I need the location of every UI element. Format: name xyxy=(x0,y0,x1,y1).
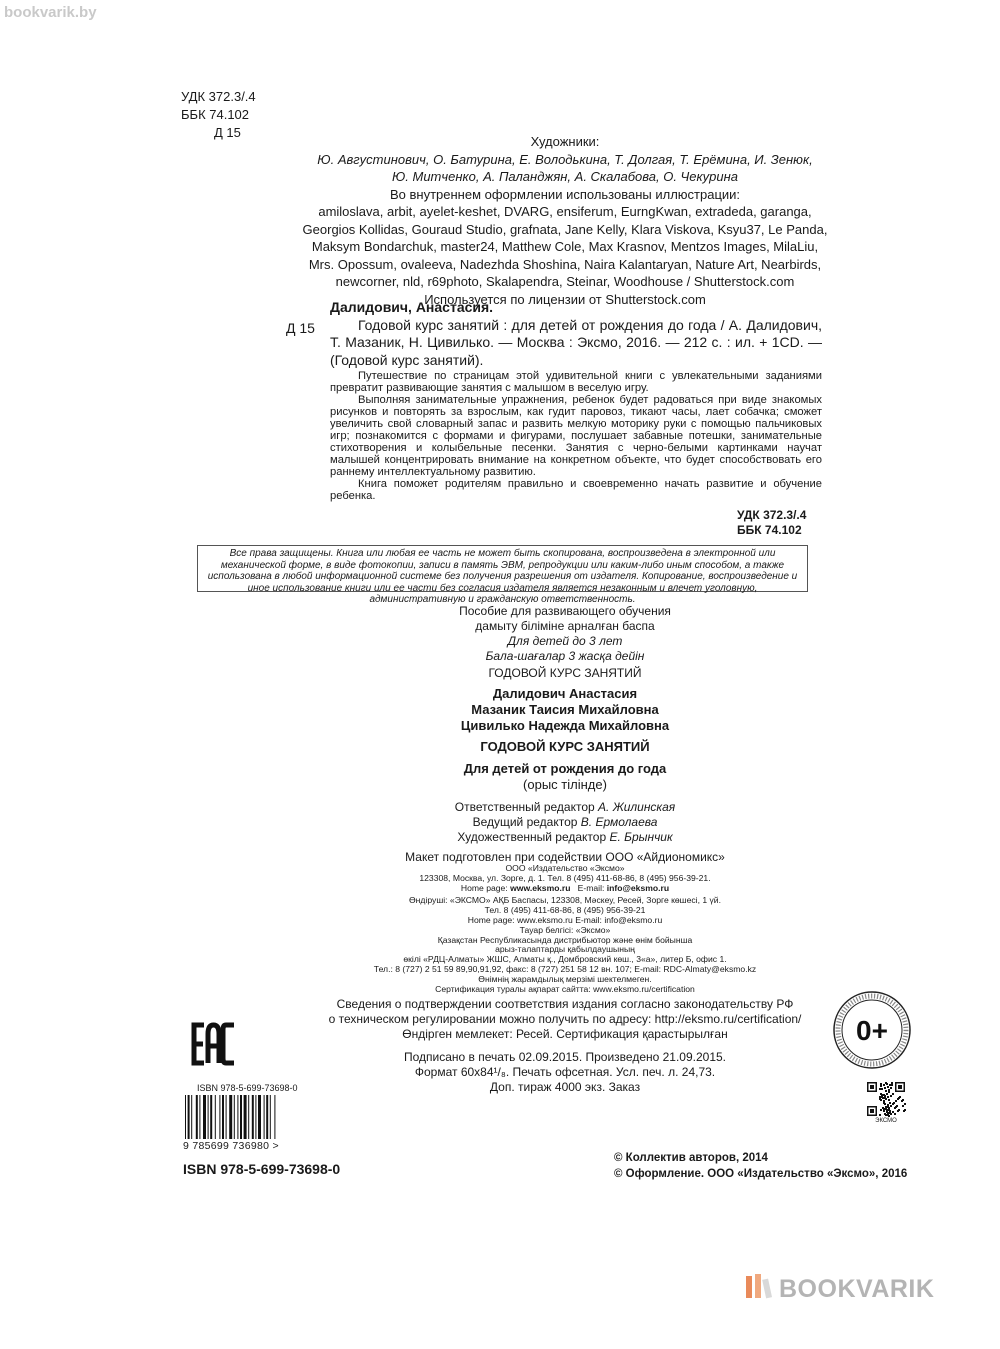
publisher-info xyxy=(250,864,880,994)
editor-name: Е. Брынчик xyxy=(609,830,673,844)
print-line: Подписано в печать 02.09.2015. Произведено 21.09.2015. xyxy=(403,1050,727,1064)
email-label: E-mail: xyxy=(577,882,605,893)
author-name: Мазаник Таисия Михайловна xyxy=(471,702,659,717)
kz-line: Тауар белгісі: «Эксмо» xyxy=(519,924,611,935)
qr-label: ЭКСМО xyxy=(875,1118,897,1124)
annotation-paragraph: Книга поможет родителям правильно и своевременно начать развитие и обучение ребенка. xyxy=(330,478,822,502)
illustrators-line: Georgios Kollidas, Gouraud Studio, grafnata, Jane Kelly, Klara Viskova, Ksyu37, Le Panda, xyxy=(302,221,828,237)
editor-name: В. Ермолаева xyxy=(580,815,658,829)
barcode-digits: 9 785699 736980 > xyxy=(183,1140,279,1152)
editor-line xyxy=(250,815,880,830)
annotation-paragraph: Путешествие по страницам этой удивительной книги с увлекательными заданиями превратит развивающие занятия с малышом в веселую игру. xyxy=(330,370,822,394)
editor-role: Художественный редактор xyxy=(457,830,607,844)
certification-line: Өндірген мемлекет: Ресей. Сертификация қарастырылған xyxy=(402,1027,728,1041)
age-rating-badge xyxy=(832,990,912,1070)
copyright-block xyxy=(614,1150,907,1182)
kz-line: Тел. 8 (495) 411-68-86, 8 (495) 956-39-21 xyxy=(484,905,646,916)
kz-line: Home page: www.eksmo.ru E-mail: info@eksmo.ru xyxy=(467,914,663,925)
eac-mark-icon xyxy=(191,1022,237,1066)
artists-heading: Художники: xyxy=(530,134,600,149)
purpose-ru: Пособие для развивающего обучения xyxy=(459,604,671,618)
book-subtitle: Для детей от рождения до года xyxy=(463,761,667,776)
publisher-contacts xyxy=(250,884,880,894)
annotation-codes xyxy=(737,508,806,538)
kz-line: Тел.: 8 (727) 2 51 59 89,90,91,92, факс: 8 (727) 251 58 12 вн. 107; E-mail: RDC-Almaty@eksmo.kz xyxy=(373,963,757,974)
certification-line: Сведения о подтверждении соответствия издания согласно законодательству РФ xyxy=(336,997,794,1011)
artist-names-line: Ю. Митченко, А. Паланджян, А. Скалабова, О. Чекурина xyxy=(391,169,739,184)
udk-code: УДК 372.3/.4 xyxy=(181,89,256,104)
certification-info xyxy=(250,997,880,1042)
isbn-small: ISBN 978-5-699-73698-0 xyxy=(197,1083,298,1093)
bibliographic-record xyxy=(330,299,822,369)
author-name: Цивилько Надежда Михайловна xyxy=(460,718,670,733)
book-title: ГОДОВОЙ КУРС ЗАНЯТИЙ xyxy=(480,739,650,754)
annotation-paragraph: Выполняя занимательные упражнения, ребенок будет радоваться при виде знакомых рисунков и повторять за взрослым, как гудит паровоз, тикают часы, лает собачка; сможет увеличить свой словарный запас и развить мелкую моторику руки с помощью пальчиковых игр; познакомится с формами и фигурами, послушает забавные потешки, занимательные стихотворения и колыбельные песенки. Занятия с черно-белыми картинками научат малышей концентрировать внимание на конкретном объекте, что будет способствовать его раннему интеллектуальному развитию. xyxy=(330,394,822,478)
home-label: Home page: xyxy=(460,882,508,893)
editor-role: Ведущий редактор xyxy=(472,815,578,829)
purpose-kz: дамыту біліміне арналған баспа xyxy=(475,619,655,633)
illustrators-line: amiloslava, arbit, ayelet-keshet, DVARG, ensiferum, EurngKwan, extradeda, garanga, xyxy=(318,204,812,219)
layout-note: Макет подготовлен при содействии ООО «Айдиономикс» xyxy=(405,850,725,864)
bbk-code: ББК 74.102 xyxy=(737,523,802,537)
bib-heading: Далидович, Анастасия. xyxy=(330,299,494,315)
illustrators-line: Mrs. Opossum, ovaleeva, Nadezhda Shoshina, Naira Kalantaryan, Nature Art, Nearbirds, xyxy=(308,256,822,272)
publisher-name: ООО «Издательство «Эксмо» xyxy=(505,863,625,873)
watermark-text: bookvarik.by xyxy=(4,4,97,21)
kz-line: өкілі «РДЦ-Алматы» ЖШС, Алматы қ., Домбровский көш., 3«а», литер Б, офис 1. xyxy=(403,954,727,965)
print-line: Формат 60x84¹/₈. Печать офсетная. Усл. печ. л. 24,73. xyxy=(414,1065,716,1079)
barcode-icon xyxy=(183,1095,315,1139)
age-kz: Бала-шағалар 3 жасқа дейін xyxy=(485,649,645,663)
brand-name: BOOKVARIK xyxy=(779,1275,935,1303)
editor-line xyxy=(250,830,880,845)
age-rating-icon xyxy=(832,990,912,1070)
print-line: Доп. тираж 4000 экз. Заказ xyxy=(489,1080,641,1094)
bbk-code: ББК 74.102 xyxy=(181,107,250,122)
editor-name: А. Жилинская xyxy=(598,800,676,814)
kz-line: Сертификация туралы ақпарат сайтта: www.eksmo.ru/certification xyxy=(435,983,695,994)
isbn-large: ISBN 978-5-699-73698-0 xyxy=(183,1161,341,1177)
editor-role: Ответственный редактор xyxy=(454,800,595,814)
bib-description: Годовой курс занятий : для детей от рождения до года / А. Далидович, Т. Мазаник, Н. Цивилько. — Москва : Эксмо, 2016. — 212 с. : ил. + 1CD. — (Годовой курс занятий). xyxy=(330,316,822,368)
illustrators-line: Maksym Bondarchuk, master24, Matthew Cole, Max Krasnov, Mentzos Images, MilaLiu, xyxy=(311,239,819,254)
qr-block xyxy=(863,1080,909,1128)
editors-list xyxy=(250,800,880,865)
illustrators-line: newcorner, nld, r69photo, Skalapendra, Steinar, Woodhouse / Shutterstock.com xyxy=(335,274,795,289)
age-ru: Для детей до 3 лет xyxy=(507,634,623,648)
language-note: (орыс тілінде) xyxy=(523,777,607,792)
kz-line: Өндіруші: «ЭКСМО» АҚБ Баспасы, 123308, Мәскеу, Ресей, Зорге көшесі, 1 үй. xyxy=(409,895,721,906)
copyright-line: © Коллектив авторов, 2014 xyxy=(614,1152,768,1164)
artist-names-line: Ю. Августинович, О. Батурина, Е. Володькина, Т. Долгая, Т. Ерёмина, И. Зенюк, xyxy=(317,151,813,167)
license-note: Используется по лицензии от Shutterstock.com xyxy=(424,291,706,307)
series-name: ГОДОВОЙ КУРС ЗАНЯТИЙ xyxy=(488,666,642,680)
annotation xyxy=(330,370,822,502)
kz-line: арыз-талаптарды қабылдаушының xyxy=(495,944,635,955)
artists-credits xyxy=(250,133,880,308)
brand-books-icon xyxy=(745,1273,775,1306)
classification-codes xyxy=(181,88,256,142)
email-address: info@eksmo.ru xyxy=(606,882,670,893)
udk-code: УДК 372.3/.4 xyxy=(737,508,807,522)
brand-logo xyxy=(745,1273,934,1306)
kz-line: Қазақстан Республикасында дистрибьютор және өнім бойынша xyxy=(437,934,693,945)
edition-purpose xyxy=(250,604,880,681)
author-name: Далидович Анастасия xyxy=(492,686,638,701)
edition-authors xyxy=(250,686,880,793)
print-info xyxy=(250,1050,880,1095)
rights-notice: Все права защищены. Книга или любая ее часть не может быть скопирована, воспроизведена в электронной или механической форме, в виде фотокопии, записи в память ЭВМ, репродукции или каким-либо иным способом, а также использована в любой информационной системе без получения разрешения от издателя. Копирование, воспроизведение и иное использование книги или ее части без согласия издателя является незаконным и влечет уголовную, административную и гражданскую ответственность. xyxy=(197,545,808,592)
editor-line xyxy=(250,800,880,815)
home-url: www.eksmo.ru xyxy=(510,882,571,893)
age-rating-text: 0+ xyxy=(856,1015,888,1046)
publisher-address: 123308, Москва, ул. Зорге, д. 1. Тел. 8 (495) 411-68-86, 8 (495) 956-39-21. xyxy=(419,872,711,883)
copyright-line: © Оформление. ООО «Издательство «Эксмо», 2016 xyxy=(614,1168,908,1180)
illustrations-intro: Во внутреннем оформлении использованы иллюстрации: xyxy=(389,186,741,202)
bib-author-mark: Д 15 xyxy=(286,320,315,336)
certification-line: о техническом регулировании можно получить по адресу: http://eksmo.ru/certification/ xyxy=(328,1012,802,1026)
author-mark: Д 15 xyxy=(214,125,241,140)
kz-line: Өнімнің жарамдылық мерзімі шектелмеген. xyxy=(478,973,652,984)
